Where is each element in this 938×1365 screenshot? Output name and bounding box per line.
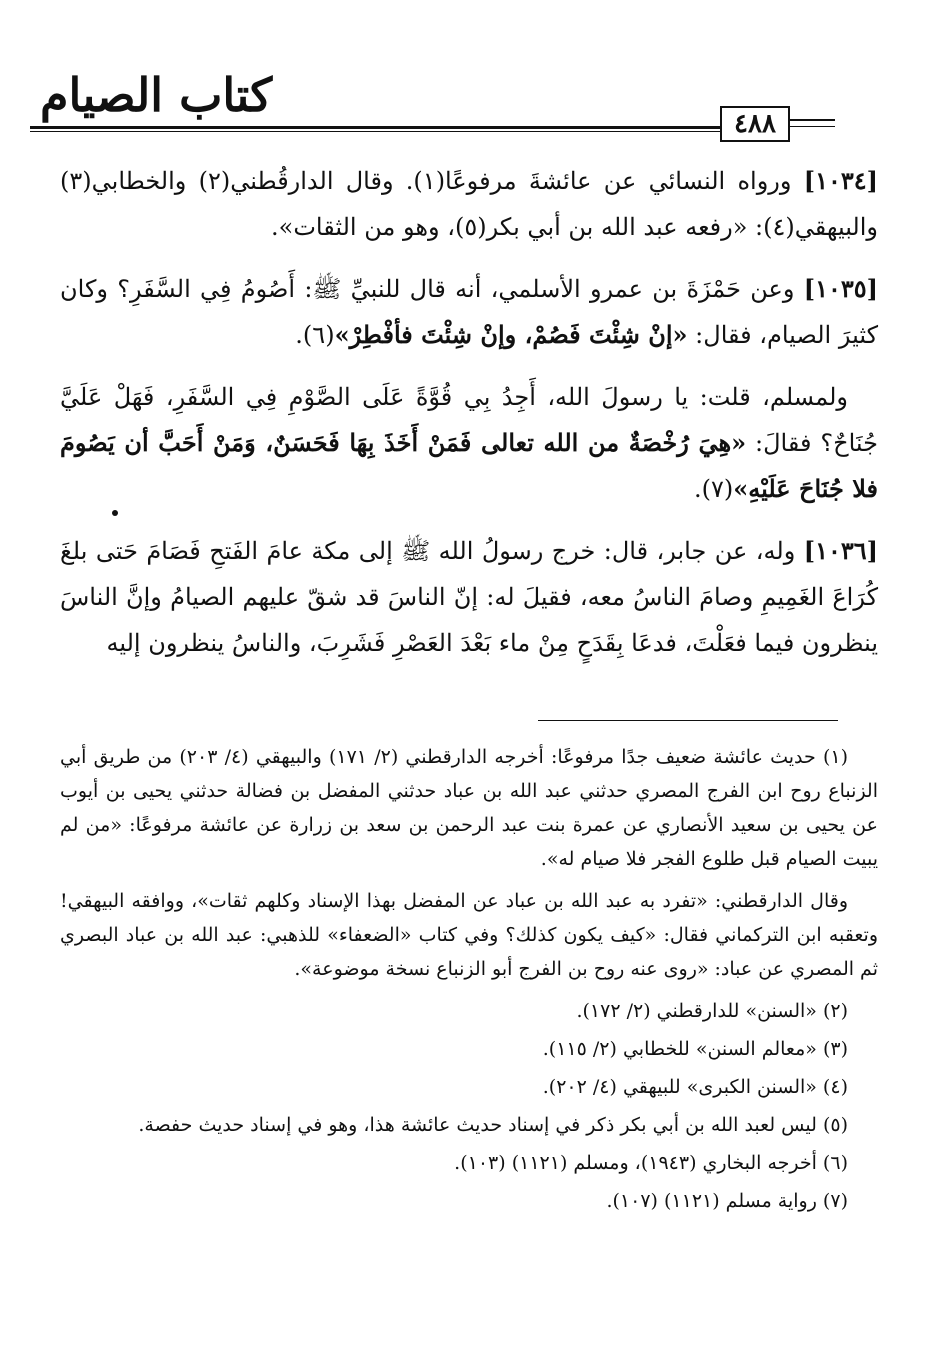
footnote-7: (٧) رواية مسلم (١١٢١) (١٠٧). (606, 1190, 848, 1212)
header-tail-rule (790, 119, 835, 121)
footnote-6: (٦) أخرجه البخاري (١٩٤٣)، ومسلم (١١٢١) (١٠٣). (454, 1152, 848, 1174)
header-tail-rule-thin (790, 126, 835, 127)
prophetic-quote: «هِيَ رُخْصَةٌ من الله تعالى فَمَنْ أَخَذَ بِهَا فَحَسَنٌ، وَمَنْ أَحَبَّ أن يَصُومَ فلا جُنَاحَ عَلَيْهِ» (60, 428, 878, 503)
paragraph-text: وعن حَمْزَةَ بن عمرو الأسلمي، أنه قال للنبيِّ ﷺ: أَصُومُ فِي السَّفَرِ؟ وكان كثيرَ الصيام، فقال: (60, 275, 878, 349)
paragraph-text-end: (٦). (295, 321, 335, 349)
footnote-separator (538, 720, 838, 721)
hadith-number: [١٠٣٤] (803, 166, 878, 195)
header-rule (30, 126, 720, 129)
page-header (0, 0, 938, 140)
book-title: كتاب الصيام (40, 68, 273, 122)
paragraph-text-end: (٧). (693, 475, 734, 503)
main-text (60, 158, 878, 682)
footnote-4: (٤) «السنن الكبرى» للبيهقي (٤/ ٢٠٢). (542, 1076, 848, 1098)
hadith-number: [١٠٣٦] (803, 536, 878, 565)
paragraph-text: ولمسلم، قلت: يا رسولَ الله، أَجِدُ بِي قُوَّةً عَلَى الصَّوْمِ فِي السَّفَرِ، فَهَلْ عَلَيَّ جُنَاحٌ؟ فقالَ: (60, 383, 879, 457)
paragraph-muslim (60, 374, 878, 512)
hadith-number: [١٠٣٥] (803, 274, 878, 303)
prophetic-quote: «إنْ شِئْتَ فَصُمْ، وإنْ شِئْتَ فأفْطِرْ» (334, 320, 688, 349)
footnotes (60, 740, 878, 1222)
paragraph-1034 (60, 158, 878, 250)
page-number: ٤٨٨ (720, 106, 790, 142)
paragraph-1036 (60, 528, 878, 666)
header-rule-thin (30, 131, 720, 132)
footnote-1-continued: وقال الدارقطني: «تفرد به عبد الله بن عباد عن المفضل بهذا الإسناد وكلهم ثقات»، ووافقه البيهقي! وتعقبه ابن التركماني فقال: «كيف يكون كذلك؟ وفي كتاب «الضعفاء» للذهبي: عبد الله بن عباد البصري ثم المصري عن عباد: «روى عنه روح بن الفرج أبو الزنباع نسخة موضوعة». (60, 890, 878, 980)
paragraph-1035 (60, 266, 878, 358)
stray-dot (112, 510, 118, 516)
paragraph-text: وله، عن جابر، قال: خرج رسولُ الله ﷺ إلى مكة عامَ الفَتحِ فَصَامَ حَتى بلغَ كُرَاعَ الغَمِيمِ وصامَ الناسُ معه، فقيلَ له: إنّ الناسَ قد شقّ عليهم الصيامُ وإنَّ الناسَ ينظرون فيما فعَلْتَ، فدعَا بِقَدَحٍ مِنْ ماء بَعْدَ العَصْرِ فَشَرِبَ، والناسُ ينظرون إليه (60, 537, 878, 657)
paragraph-text: ورواه النسائي عن عائشةَ مرفوعًا(١). وقال الدارقُطني(٢) والخطابي(٣) والبيهقي(٤): «رفعه عبد الله بن أبي بكر(٥)، وهو من الثقات». (60, 167, 878, 241)
footnote-1: (١) حديث عائشة ضعيف جدًا مرفوعًا: أخرجه الدارقطني (٢/ ١٧١) والبيهقي (٤/ ٢٠٣) من طريق أبي الزنباع روح ابن الفرج المصري حدثني عبد الله بن عباد حدثني المفضل بن فضالة حدثني يحيى بن أيوب عن يحيى بن سعيد الأنصاري عن عمرة بنت عبد الرحمن بن سعد بن زرارة عن عائشة مرفوعًا: «من لم يبيت الصيام قبل طلوع الفجر فلا صيام له». (60, 746, 878, 870)
footnote-2: (٢) «السنن» للدارقطني (٢/ ١٧٢). (576, 1000, 848, 1022)
footnote-3: (٣) «معالم السنن» للخطابي (٢/ ١١٥). (542, 1038, 848, 1060)
footnote-5: (٥) ليس لعبد الله بن أبي بكر ذكر في إسناد حديث عائشة هذا، وهو في إسناد حديث حفصة. (138, 1114, 848, 1136)
